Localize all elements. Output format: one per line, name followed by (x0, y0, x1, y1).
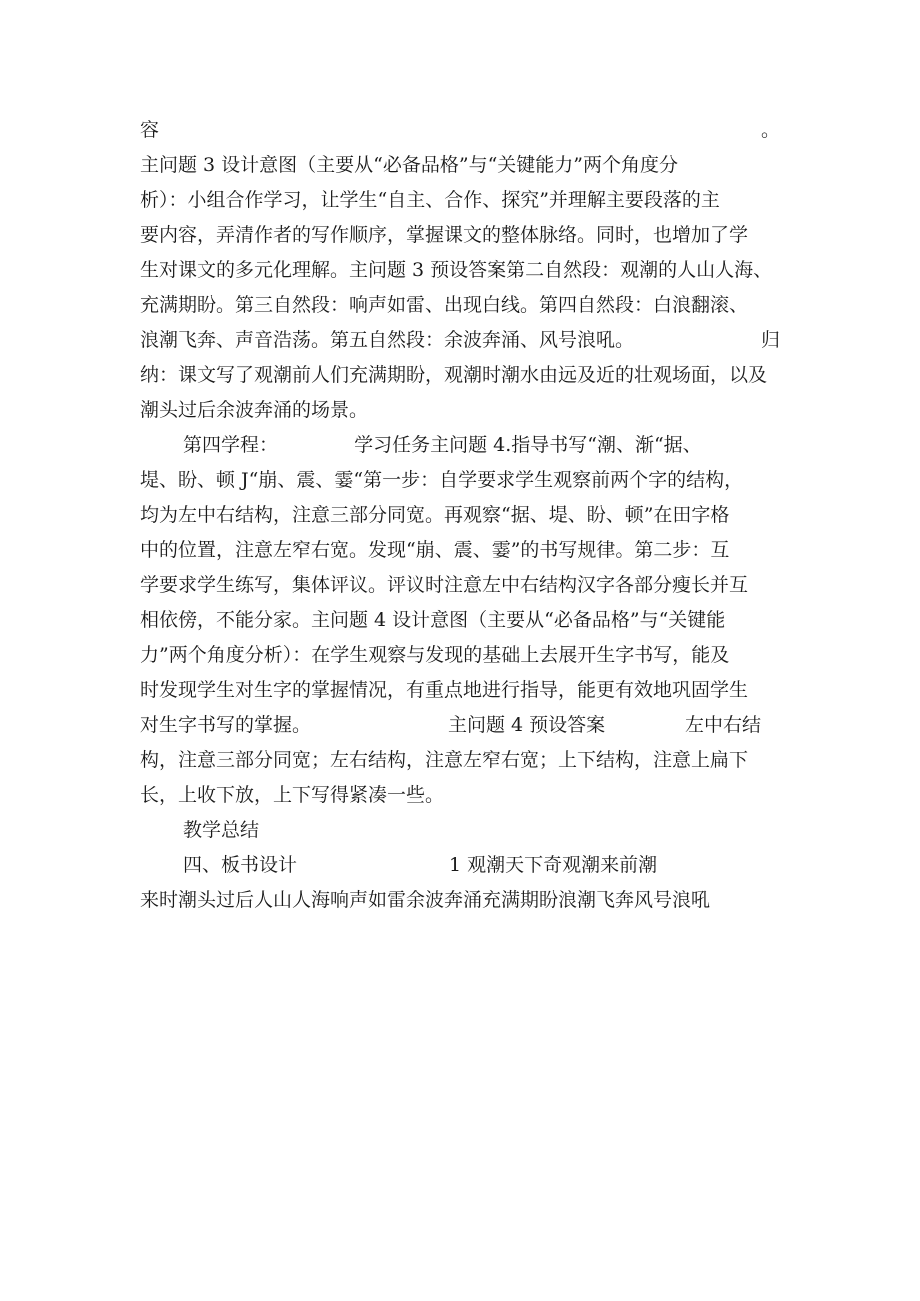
text-line-22 (183, 853, 780, 877)
text-line-10 (183, 433, 780, 457)
text-line-11: 堤、盼、顿 J“崩、震、霎“第一步：自学要求学生观察前两个字的结构， (140, 469, 744, 491)
text-line-5: 生对课文的多元化理解。主问题 3 预设答案第二自然段：观潮的人山人海、 (140, 259, 773, 281)
text-line-3: 析）：小组合作学习，让学生“自主、合作、探究”并理解主要段落的主 (140, 189, 720, 211)
line-18-part-c: 左中右结 (685, 714, 762, 736)
text-line-8: 纳：课文写了观潮前人们充满期盼，观潮时潮水由远及近的壮观场面，以及 (140, 364, 768, 386)
line-18-part-b: 主问题 4 预设答案 (448, 714, 606, 736)
line-10-body: 学习任务主问题 4.指导书写“潮、渐“据、 (354, 434, 702, 456)
line-1-start: 容 (140, 119, 160, 141)
text-line-17: 时发现学生对生字的掌握情况，有重点地进行指导，能更有效地巩固学生 (140, 679, 749, 701)
line-22-heading: 四、板书设计 (183, 854, 298, 876)
text-line-12: 均为左中右结构，注意三部分同宽。再观察“据、堤、盼、顿”在田字格 (140, 504, 730, 526)
text-line-18 (140, 713, 780, 737)
text-line-9: 潮头过后余波奔涌的场景。 (140, 399, 369, 421)
text-line-4: 要内容，弄清作者的写作顺序，掌握课文的整体脉络。同时，也增加了学 (140, 224, 749, 246)
line-10-heading: 第四学程： (183, 434, 279, 456)
text-line-13: 中的位置，注意左窄右宽。发现“崩、震、霎”的书写规律。第二步：互 (140, 539, 730, 561)
text-line-1 (140, 118, 780, 142)
line-1-end: 。 (760, 119, 780, 141)
text-line-14: 学要求学生练写，集体评议。评议时注意左中右结构汉字各部分瘦长并互 (140, 574, 749, 596)
text-line-15: 相依傍，不能分家。主问题 4 设计意图（主要从“必备品格”与“关键能 (140, 609, 726, 631)
text-line-21: 教学总结 (183, 819, 260, 841)
text-line-2: 主问题 3 设计意图（主要从“必备品格”与“关键能力”两个角度分 (140, 154, 679, 176)
line-18-part-a: 对生字书写的掌握。 (140, 714, 312, 736)
line-22-body: 1 观潮天下奇观潮来前潮 (449, 854, 658, 876)
text-line-23: 来时潮头过后人山人海响声如雷余波奔涌充满期盼浪潮飞奔风号浪吼 (140, 889, 711, 911)
text-line-7 (140, 328, 780, 352)
text-line-20: 长，上收下放，上下写得紧凑一些。 (140, 784, 445, 806)
line-7-start: 浪潮飞奔、声音浩荡。第五自然段：余波奔涌、风号浪吼。 (140, 329, 635, 351)
text-line-6: 充满期盼。第三自然段：响声如雷、出现白线。第四自然段：白浪翻滚、 (140, 294, 749, 316)
text-line-19: 构，注意三部分同宽；左右结构，注意左窄右宽；上下结构，注意上扁下 (140, 749, 749, 771)
line-7-end: 归 (760, 329, 780, 351)
text-line-16: 力”两个角度分析）：在学生观察与发现的基础上去展开生字书写，能及 (140, 644, 730, 666)
